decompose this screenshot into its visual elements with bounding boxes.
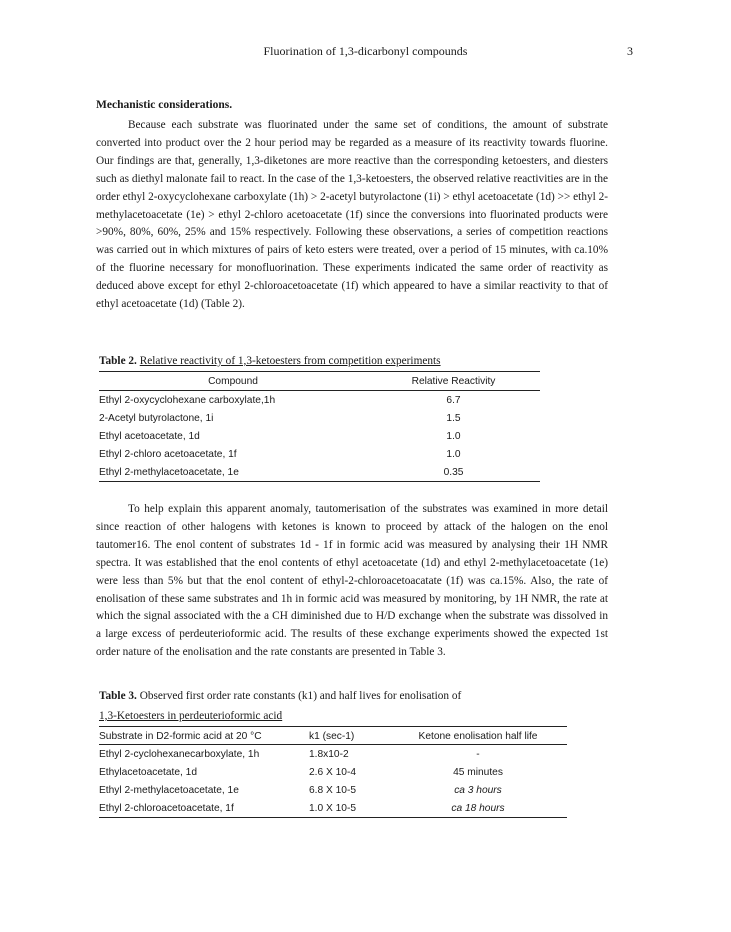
table-cell: 1.0 [446, 448, 461, 460]
table-cell: Ethyl 2-methylacetoacetate, 1e [99, 463, 367, 482]
table-cell: 0.35 [367, 463, 540, 482]
table-cell: - [476, 748, 480, 760]
table-cell: Ethyl acetoacetate, 1d [99, 430, 200, 442]
table-row [99, 463, 540, 482]
paragraph-tautomerisation: To help explain this apparent anomaly, tautomerisation of the substrates was examined in more detail since reaction of other halogens with ketones is known to proceed by attack of the halogen on the enol tautomer16. The enol content of substrates 1d - 1f in formic acid was measured by analysing their 1H NMR spectra. It was established that the enol contents of ethyl acetoacetate (1d) and ethyl 2-methylacetoacetate (1e) were less than 5% but that the enol content of ethyl-2-chloroacetoacatate (1f) was ca.15%. Also, the rate of enolisation of these same substrates and 1h in formic acid was measured by monitoring, by 1H NMR, the rate at which the signal associated with the a CH diminished due to H/D exchange when the substrate was dissolved in a large excess of perdeuterioformic acid. The results of these exchange experiments showed the expected 1st order nature of the enolisation and the rate constants are presented in Table 3. [96, 503, 608, 659]
table-row [99, 799, 567, 818]
table3-label: Table 3. [99, 690, 137, 702]
table-cell: Ethyl 2-methylacetoacetate, 1e [99, 784, 239, 796]
table3-header-substrate: Substrate in D2-formic acid at 20 °C [99, 728, 309, 745]
table-cell: Ethyl 2-cyclohexanecarboxylate, 1h [99, 748, 260, 760]
table3-header-rate-constant: k1 (sec-1) [309, 728, 389, 745]
table-cell: Ethyl 2-chloroacetoacetate, 1f [99, 799, 309, 818]
table-row [99, 763, 567, 781]
table-header-row [99, 728, 567, 745]
table2-label: Table 2. [99, 355, 137, 367]
table-cell: 2.6 X 10-4 [309, 766, 357, 778]
table-row [99, 745, 567, 764]
table3-caption-text: Observed first order rate constants (k1) and half lives for enolisation of [139, 690, 462, 702]
table3-caption-line2 [99, 710, 282, 722]
table-cell: Ethylacetoacetate, 1d [99, 766, 197, 778]
table-cell: 45 minutes [453, 766, 503, 778]
table-cell: Ethyl 2-oxycyclohexane carboxylate,1h [99, 394, 276, 406]
table2-caption-text: Relative reactivity of 1,3-ketoesters from competition experiments [139, 355, 441, 367]
table-cell: 2-Acetyl butyrolactone, 1i [99, 412, 214, 424]
table3 [99, 728, 567, 818]
table-cell: 1.0 [446, 430, 461, 442]
table-row [99, 427, 540, 445]
table3-header-half-life: Ketone enolisation half life [389, 728, 567, 745]
page-number: 3 [627, 44, 633, 58]
table-header-row [99, 372, 540, 391]
table-cell: 1.0 X 10-5 [309, 799, 389, 818]
table2-caption [99, 355, 441, 367]
table-row [99, 391, 540, 410]
table3-top-rule [99, 726, 567, 727]
table2-header-compound: Compound [99, 372, 367, 391]
table2-header-reactivity: Relative Reactivity [367, 372, 540, 391]
table-row [99, 445, 540, 463]
table-row [99, 409, 540, 427]
paragraph-mechanistic: Because each substrate was fluorinated under the same set of conditions, the amount of substrate converted into product over the 2 hour period may be regarded as a measure of its reactivity towards fluorine. Our findings are that, generally, 1,3-diketones are more reactive than the corresponding ketoesters, and diesters such as diethyl malonate fail to react. In the case of the 1,3-ketoesters, the observed relative reactivities are in the order ethyl 2-oxycyclohexane carboxylate (1h) > 2-acetyl butyrolactone (1i) > ethyl acetoacetate (1d) >> ethyl 2-methylacetoacetate (1e) > ethyl 2-chloro acetoacetate (1f) since the conversions into fluorinated products were >90%, 80%, 60%, 25% and 15% respectively. Following these observations, a series of competition reactions was carried out in which mixtures of pairs of keto esters were treated, over a period of 15 minutes, with ca.10% of the fluorine necessary for monofluorination. These experiments indicated the same order of reactivity as deduced above except for ethyl 2-chloroacetoacetate (1f) which appeared to have a similar reactivity to that of ethyl acetoacetate (1d) (Table 2). [96, 119, 608, 311]
table-row [99, 781, 567, 799]
table-cell: Ethyl 2-chloro acetoacetate, 1f [99, 448, 237, 460]
table3-caption-line1 [99, 690, 461, 702]
table2 [99, 372, 540, 482]
table-cell: 6.8 X 10-5 [309, 784, 357, 796]
section-heading: Mechanistic considerations. [96, 99, 233, 111]
table-cell: 6.7 [446, 394, 461, 406]
table-cell: 1.8x10-2 [309, 748, 349, 760]
table-cell: ca 3 hours [454, 784, 502, 796]
table-cell: ca 18 hours [389, 799, 567, 818]
running-title: Fluorination of 1,3-dicarbonyl compounds [263, 44, 468, 58]
table3-caption-text-2: 1,3-Ketoesters in perdeuterioformic acid [99, 710, 283, 722]
table-cell: 1.5 [446, 412, 461, 424]
